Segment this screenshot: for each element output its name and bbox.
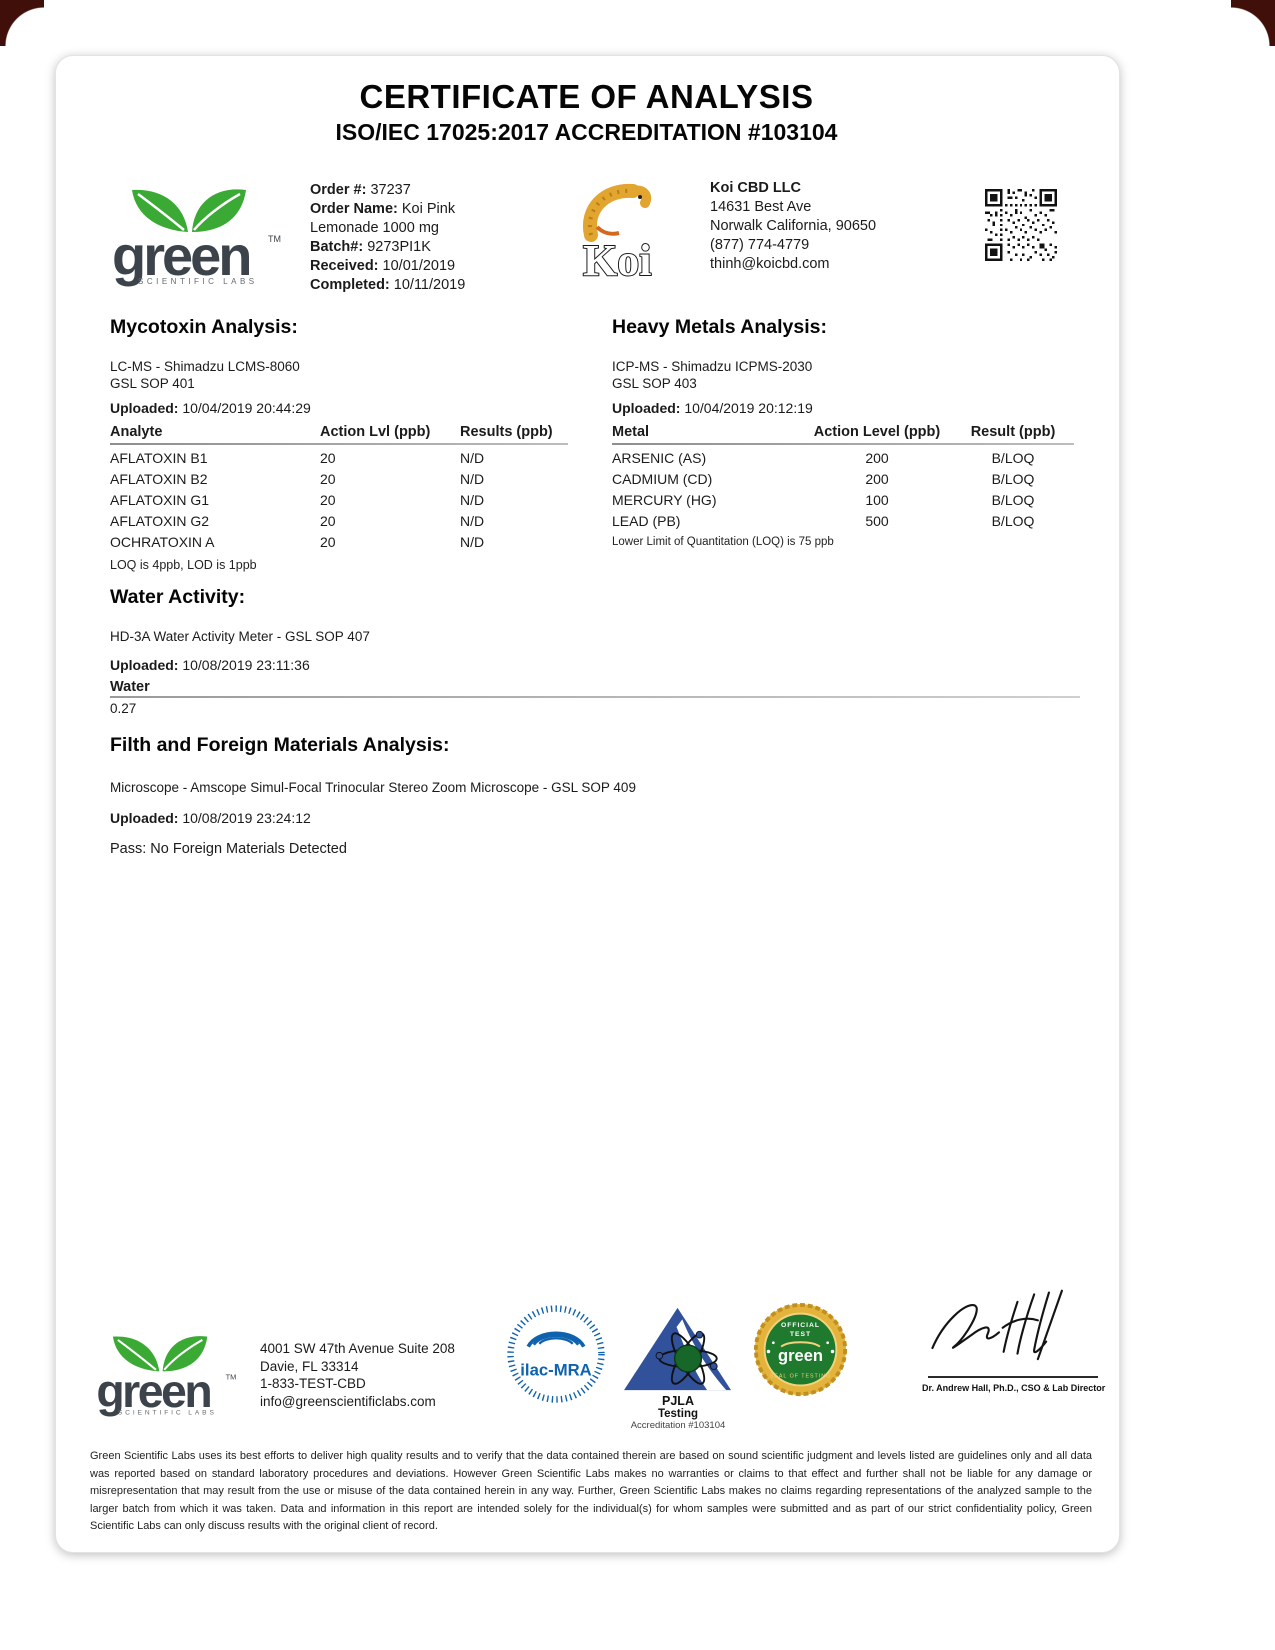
cell-action: 20 [320,471,336,487]
uploaded-value: 10/04/2019 20:12:19 [684,400,813,416]
cell-result: N/D [460,471,485,487]
mycotoxin-uploaded [110,400,311,416]
filth-heading: Filth and Foreign Materials Analysis: [110,734,450,756]
cell-action: 20 [320,492,336,508]
cell-analyte: OCHRATOXIN A [110,534,215,550]
uploaded-value: 10/04/2019 20:44:29 [182,400,311,416]
cell-analyte: AFLATOXIN B2 [110,471,208,487]
atom-electron [696,1331,703,1338]
table-header-row [612,424,1074,443]
order-number-value: 37237 [370,182,411,198]
ilac-mra-seal [505,1303,607,1405]
signature-stroke [1034,1293,1049,1353]
order-received [310,257,492,276]
col-metal: Metal [612,424,650,440]
cell-result: N/D [460,450,485,466]
col-analyte: Analyte [110,424,163,440]
col-results: Results (ppb) [460,424,553,440]
mycotoxin-footnote: LOQ is 4ppb, LOD is 1ppb [110,558,257,572]
koi-fish-fin [597,227,619,234]
cell-result: B/LOQ [991,471,1035,487]
table-row [612,448,1074,469]
uploaded-label: Uploaded: [110,657,179,673]
signatory-name: Dr. Andrew Hall, Ph.D., CSO & Lab Director [922,1383,1106,1393]
koi-fish-eye [638,195,642,199]
mycotoxin-method-line1: LC-MS - Shimadzu LCMS-8060 [110,359,300,374]
cell-action: 200 [865,450,889,466]
cell-metal: ARSENIC (AS) [612,450,707,466]
client-name: Koi CBD LLC [710,180,802,196]
cell-action: 20 [320,534,336,550]
heavy-metals-method-line2: GSL SOP 403 [612,376,697,391]
cell-metal: MERCURY (HG) [612,492,717,508]
order-info [310,181,492,295]
client-address-line1: 14631 Best Ave [710,199,812,215]
heavy-metals-table [612,424,1074,532]
water-value: 0.27 [110,701,137,716]
table-header-rule [110,443,568,445]
pjla-name: PJLA [662,1394,694,1408]
ilac-tick-ring [511,1309,602,1400]
table-row [110,532,568,553]
mycotoxin-heading: Mycotoxin Analysis: [110,316,298,338]
green-scientific-labs-logo-footer [93,1330,238,1417]
col-action-level: Action Level (ppb) [813,424,941,440]
order-completed-label: Completed: [310,277,390,293]
green-scientific-labs-logo [108,182,283,287]
uploaded-label: Uploaded: [110,810,179,826]
col-result: Result (ppb) [970,424,1056,440]
heavy-metals-heading: Heavy Metals Analysis: [612,316,827,338]
seal-test-text: TEST [789,1330,812,1338]
water-column-header: Water [110,679,150,695]
atom-electron [656,1352,663,1359]
cell-action: 20 [320,450,336,466]
water-activity-method: HD-3A Water Activity Meter - GSL SOP 407 [110,629,370,644]
koi-logo [577,183,655,283]
client-info [710,179,905,274]
cell-analyte: AFLATOXIN B1 [110,450,208,466]
order-received-value: 10/01/2019 [382,258,456,274]
table-row [110,511,568,532]
order-name-value: Koi Pink Lemonade 1000 mg [310,201,456,236]
order-number-label: Order #: [310,182,367,198]
cell-metal: CADMIUM (CD) [612,471,713,487]
signature-stroke [932,1305,999,1348]
order-name [310,200,492,238]
order-completed [310,276,492,295]
cell-result: B/LOQ [991,450,1035,466]
table-header-rule [612,443,1074,445]
client-address-line2: Norwalk California, 90650 [710,218,877,234]
signature [925,1288,1110,1373]
table-row [612,490,1074,511]
atom-electron [710,1363,717,1370]
client-email: thinh@koicbd.com [710,256,830,272]
lab-address [260,1340,490,1410]
client-phone: (877) 774-4779 [710,237,810,253]
seal-brand-text: green [778,1347,823,1366]
table-row [612,469,1074,490]
order-batch-label: Batch#: [310,239,364,255]
table-row [110,448,568,469]
seal-star [772,1341,775,1344]
order-received-label: Received: [310,258,379,274]
uploaded-value: 10/08/2019 23:11:36 [182,657,310,673]
ilac-label: ilac-MRA [520,1360,592,1380]
mycotoxin-table [110,424,568,553]
seal-official-text: OFFICIAL [780,1322,821,1330]
cell-analyte: AFLATOXIN G2 [110,513,210,529]
page-corner-backdrop-right [1231,0,1275,46]
pjla-seal [622,1306,734,1392]
cell-action: 500 [865,513,889,529]
pjla-sub: Testing [657,1408,699,1420]
cell-result: N/D [460,534,485,550]
col-action-lvl: Action Lvl (ppb) [320,424,431,440]
pjla-caption [600,1394,756,1431]
lab-email: info@greenscientificlabs.com [260,1393,436,1409]
filth-uploaded [110,810,311,826]
heavy-metals-uploaded [612,400,813,416]
filth-result: Pass: No Foreign Materials Detected [110,841,347,857]
water-activity-heading: Water Activity: [110,586,246,608]
signature-stroke [1038,1291,1062,1359]
order-batch-value: 9273PI1K [367,239,431,255]
signature-stroke [1003,1319,1038,1328]
order-name-label: Order Name: [310,201,398,217]
mycotoxin-method [110,358,300,392]
order-number [310,181,492,200]
cell-result: N/D [460,492,485,508]
page-corner-backdrop-left [0,0,44,46]
filth-method: Microscope - Amscope Simul-Focal Trinocular Stereo Zoom Microscope - GSL SOP 409 [110,780,636,795]
koi-wordmark: Koi [583,236,652,283]
cell-result: B/LOQ [991,492,1035,508]
seal-bottom-text: SEAL OF TESTING [769,1373,832,1380]
pjla-accreditation: Accreditation #103104 [630,1420,726,1431]
mycotoxin-method-line2: GSL SOP 401 [110,376,195,391]
green-official-test-seal [752,1300,849,1402]
seal-star [767,1350,770,1353]
seal-star [831,1350,834,1353]
heavy-metals-footnote: Lower Limit of Quantitation (LOQ) is 75 ppb [612,536,834,548]
uploaded-value: 10/08/2019 23:24:12 [182,810,311,826]
table-header-row [110,424,568,443]
cell-action: 200 [865,471,889,487]
disclaimer-text: Green Scientific Labs uses its best efforts to deliver high quality results and to verify that the data contained therein are based on sound scientific judgment and levels listed are guidelines only and all data was reported based on standard laboratory procedures and deviations. However Green Scientific Labs makes no warranties or claims to that effect and further shall not be liable for any damage or misrepresentation that may result from the use or misuse of the data contained herein in any way. Further, Green Scientific Labs makes no claims regarding representations of the analyzed sample to the larger batch from which it was taken. Data and information in this report are intended solely for the individual(s) for whom samples were submitted and as part of our strict confidentiality policy, Green Scientific Labs can only discuss results with the original client of record. [90,1450,1092,1533]
lab-phone: 1-833-TEST-CBD [260,1376,366,1391]
page-title: CERTIFICATE OF ANALYSIS [359,78,814,115]
cell-result: B/LOQ [991,513,1035,529]
water-header-rule [110,696,1080,698]
uploaded-label: Uploaded: [612,400,681,416]
order-completed-value: 10/11/2019 [393,277,466,293]
lab-address-line1: 4001 SW 47th Avenue Suite 208 [260,1341,455,1356]
cell-action: 100 [865,492,889,508]
uploaded-label: Uploaded: [110,400,179,416]
lab-address-line2: Davie, FL 33314 [260,1358,359,1374]
table-row [110,469,568,490]
ilac-arc [539,1338,572,1344]
order-batch [310,238,492,257]
atom-nucleus [675,1345,702,1372]
cell-analyte: AFLATOXIN G1 [110,492,210,508]
qr-code [985,189,1057,261]
seal-star [826,1341,829,1344]
cell-action: 20 [320,513,336,529]
signature-stroke [1018,1294,1035,1353]
heavy-metals-method-line1: ICP-MS - Shimadzu ICPMS-2030 [612,359,813,374]
table-row [110,490,568,511]
page-subtitle: ISO/IEC 17025:2017 ACCREDITATION #103104 [335,119,838,145]
cell-metal: LEAD (PB) [612,513,681,529]
heavy-metals-method [612,358,812,392]
signature-rule [928,1376,1098,1378]
table-row [612,511,1074,532]
cell-result: N/D [460,513,485,529]
water-activity-uploaded [110,657,310,673]
